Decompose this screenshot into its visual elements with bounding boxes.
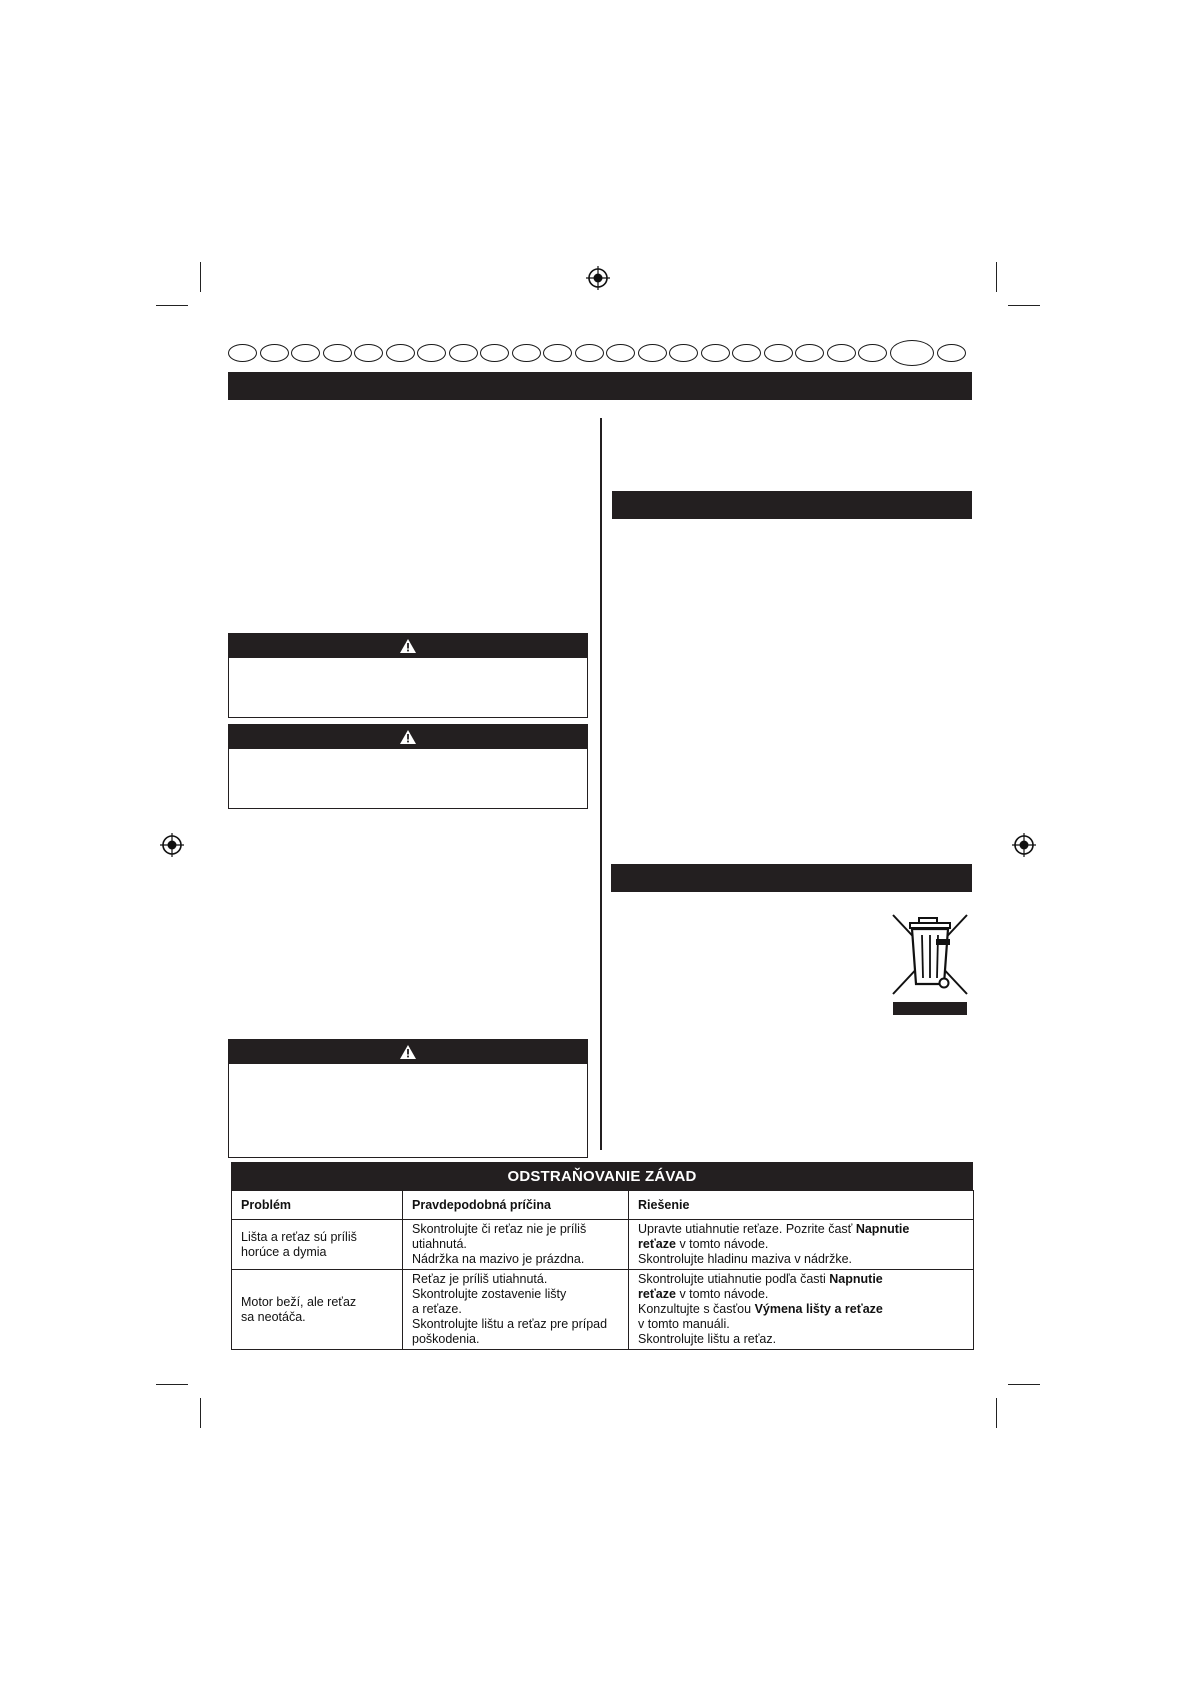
warning-triangle-icon <box>399 638 417 654</box>
language-tab <box>701 344 730 362</box>
cell-text: v tomto manuáli. <box>638 1317 730 1331</box>
language-tab <box>638 344 667 362</box>
language-tab <box>575 344 604 362</box>
crop-mark <box>200 262 201 292</box>
cell-line: Skontrolujte lištu a reťaz pre prípad <box>412 1317 608 1331</box>
crop-mark <box>156 305 188 306</box>
cell-line: Skontrolujte zostavenie lišty <box>412 1287 567 1301</box>
language-tab <box>291 344 320 362</box>
cell-text: Upravte utiahnutie reťaze. Pozrite časť <box>638 1222 856 1236</box>
cell-text: Skontrolujte hladinu maziva v nádržke. <box>638 1252 853 1266</box>
column-divider <box>600 418 602 1150</box>
crop-mark <box>1008 305 1040 306</box>
crop-mark <box>200 1398 201 1428</box>
registration-mark-icon <box>1011 832 1037 858</box>
language-tab <box>858 344 887 362</box>
language-tab <box>417 344 446 362</box>
registration-mark-icon <box>585 265 611 291</box>
cell-text: v tomto návode. <box>675 1287 769 1301</box>
cell-line <box>638 1272 964 1287</box>
warning-box <box>228 724 588 809</box>
table-header-row <box>232 1191 974 1220</box>
bold-reference: reťaze <box>638 1237 676 1251</box>
cell-line <box>638 1302 964 1317</box>
cell-line <box>638 1287 964 1302</box>
language-tab <box>764 344 793 362</box>
cell-text: v tomto návode. <box>675 1237 769 1251</box>
weee-crossed-bin-icon <box>890 912 970 1016</box>
cell-line: sa neotáča. <box>241 1309 306 1324</box>
registration-mark-icon <box>159 832 185 858</box>
cause-cell <box>403 1270 629 1350</box>
cell-line: Nádržka na mazivo je prázdna. <box>412 1252 585 1266</box>
warning-header <box>229 634 587 658</box>
language-tab <box>354 344 383 362</box>
language-tab <box>732 344 761 362</box>
column-header: Pravdepodobná príčina <box>403 1191 629 1220</box>
cell-line: Motor beží, ale reťaz <box>241 1294 357 1309</box>
bold-reference: Napnutie <box>855 1222 910 1236</box>
bold-reference: Výmena lišty a reťaze <box>754 1302 883 1316</box>
cell-line <box>638 1252 964 1267</box>
table-row <box>232 1270 974 1350</box>
table-row <box>232 1220 974 1270</box>
crop-mark <box>996 1398 997 1428</box>
warning-triangle-icon <box>399 729 417 745</box>
solution-cell <box>629 1220 974 1270</box>
troubleshooting-table <box>231 1162 973 1350</box>
cell-line <box>638 1317 964 1332</box>
language-tab <box>795 344 824 362</box>
warning-header <box>229 1040 587 1064</box>
bold-reference: reťaze <box>638 1287 676 1301</box>
language-tab <box>480 344 509 362</box>
cell-line: horúce a dymia <box>241 1244 327 1259</box>
warning-box <box>228 1039 588 1158</box>
cell-line: utiahnutá. <box>412 1237 467 1251</box>
troubleshooting-grid <box>231 1190 974 1350</box>
bold-reference: Napnutie <box>829 1272 883 1286</box>
crop-mark <box>156 1384 188 1385</box>
warning-box <box>228 633 588 718</box>
cell-line: Reťaz je príliš utiahnutá. <box>412 1272 548 1286</box>
cell-line <box>638 1222 964 1237</box>
language-tab <box>543 344 572 362</box>
cell-line: Skontrolujte či reťaz nie je príliš <box>412 1222 587 1236</box>
cell-text: Skontrolujte utiahnutie podľa časti <box>638 1272 830 1286</box>
cause-cell <box>403 1220 629 1270</box>
language-tab <box>449 344 478 362</box>
language-tab <box>937 344 966 362</box>
language-tab <box>827 344 856 362</box>
section-header-bar <box>612 491 972 519</box>
language-tabs <box>228 340 973 366</box>
table-title: ODSTRAŇOVANIE ZÁVAD <box>231 1162 973 1190</box>
language-tab <box>386 344 415 362</box>
warning-triangle-icon <box>399 1044 417 1060</box>
cell-line <box>638 1332 964 1347</box>
cell-line <box>638 1237 964 1252</box>
language-tab <box>228 344 257 362</box>
problem-cell <box>232 1270 403 1350</box>
language-tab <box>260 344 289 362</box>
column-header: Problém <box>232 1191 403 1220</box>
solution-cell <box>629 1270 974 1350</box>
section-header-bar <box>611 864 972 892</box>
cell-line: poškodenia. <box>412 1332 480 1346</box>
language-tab <box>606 344 635 362</box>
section-header-bar <box>228 372 972 400</box>
cell-line: Lišta a reťaz sú príliš <box>241 1229 357 1244</box>
cell-line: a reťaze. <box>412 1302 462 1316</box>
language-tab <box>669 344 698 362</box>
warning-header <box>229 725 587 749</box>
cell-text: Konzultujte s časťou <box>638 1302 755 1316</box>
crop-mark <box>996 262 997 292</box>
language-tab <box>323 344 352 362</box>
column-header: Riešenie <box>629 1191 974 1220</box>
problem-cell <box>232 1220 403 1270</box>
crop-mark <box>1008 1384 1040 1385</box>
cell-text: Skontrolujte lištu a reťaz. <box>638 1332 777 1346</box>
language-tab <box>512 344 541 362</box>
language-tab-active <box>890 340 934 366</box>
